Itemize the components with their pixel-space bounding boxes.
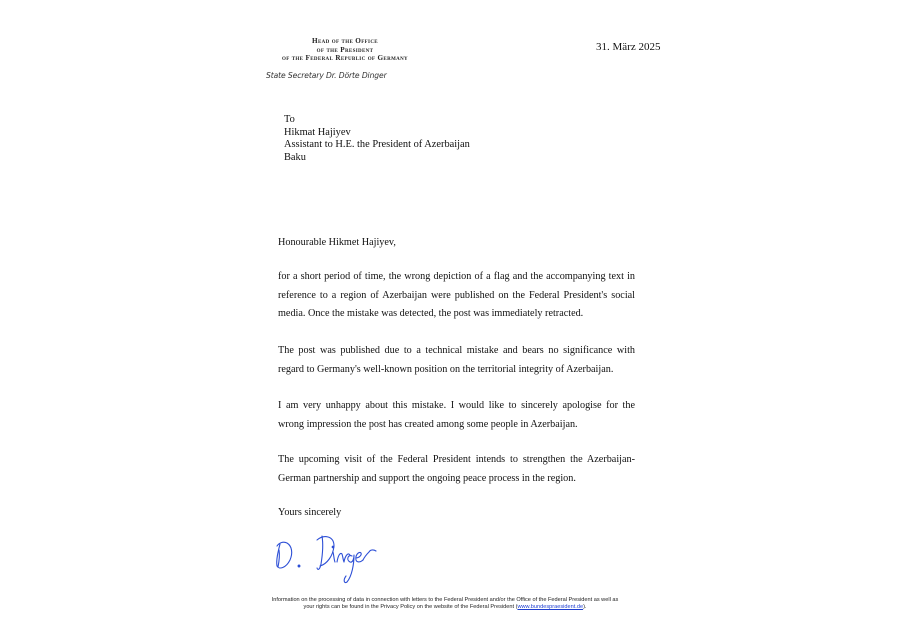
- footer-line-2-end: ).: [583, 604, 587, 610]
- handwritten-signature: [270, 522, 390, 584]
- paragraph-4: The upcoming visit of the Federal President intends to strengthen the Azerbaijan-German partnership and support the ongoing peace process in the region.: [278, 454, 635, 484]
- letterhead-line-3: of the Federal Republic of Germany: [281, 54, 409, 63]
- recipient-address: [284, 114, 470, 164]
- privacy-footer: [240, 597, 650, 611]
- address-to: To: [284, 114, 295, 125]
- footer-line-2-text: your rights can be found in the Privacy Policy on the website of the Federal President (: [303, 604, 518, 610]
- paragraph-1: for a short period of time, the wrong depiction of a flag and the accompanying text in reference to a region of Azerbaijan were published on the Federal President's social media. Once the mistake was detected, the post was immediately retracted.: [278, 271, 635, 319]
- letterhead-line-2: of the President: [316, 45, 374, 54]
- address-city: Baku: [284, 151, 306, 163]
- letterhead-secretary: State Secretary Dr. Dörte Dinger: [266, 71, 387, 80]
- address-title: Assistant to H.E. the President of Azerbaijan: [284, 139, 470, 150]
- paragraph-2: The post was published due to a technical mistake and bears no significance with regard to Germany's well-known position on the territorial integrity of Azerbaijan.: [278, 345, 635, 375]
- letter-date: 31. März 2025: [596, 41, 661, 53]
- footer-line-2: [240, 604, 650, 611]
- letterhead: [240, 37, 450, 63]
- salutation: Honourable Hikmet Hajiyev,: [278, 237, 396, 248]
- letterhead-line-1: Head of the Office: [312, 37, 378, 45]
- paragraph-3: I am very unhappy about this mistake. I would like to sincerely apologise for the wrong impression the post has created among some people in Azerbaijan.: [278, 400, 635, 430]
- website-link[interactable]: www.bundespraesident.de: [517, 604, 584, 610]
- footer-line-1: Information on the processing of data in connection with letters to the Federal President and/or the Office of the Federal President as well as: [271, 597, 619, 603]
- closing: Yours sincerely: [278, 507, 342, 518]
- address-name: Hikmat Hajiyev: [284, 126, 351, 138]
